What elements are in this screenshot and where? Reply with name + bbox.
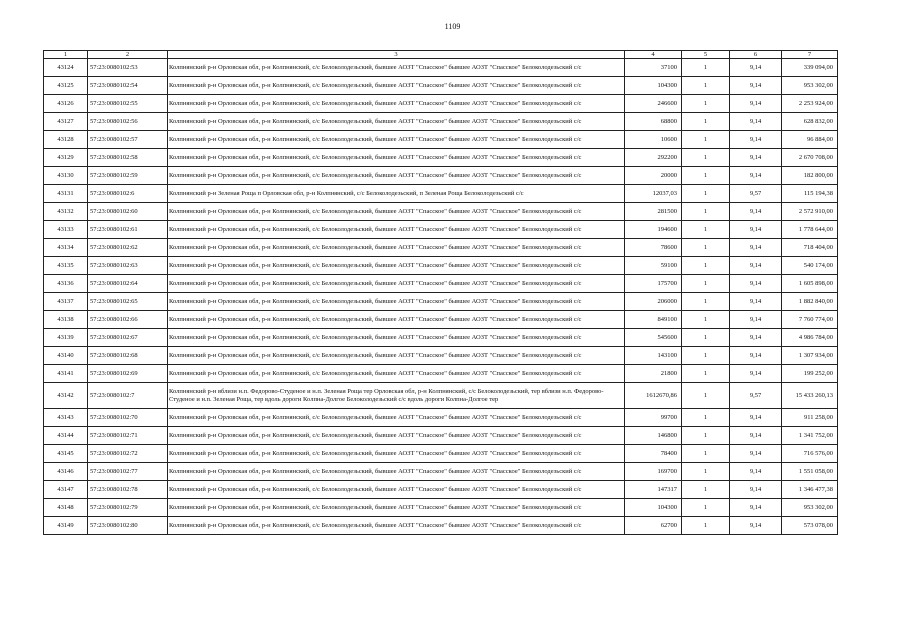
row-number: 43130 [44, 167, 88, 185]
cadastral-number: 57:23:0080102:64 [88, 275, 168, 293]
cadastral-value: 1 341 752,00 [782, 427, 838, 445]
table-row [44, 329, 838, 347]
cadastral-value: 573 078,00 [782, 517, 838, 535]
area-value: 104300 [625, 77, 682, 95]
cadastral-number: 57:23:0080102:62 [88, 239, 168, 257]
address-description: Колпнянский р-н Орловская обл, р-н Колпнянский, с/с Белоколодезьский, бывшее АОЗТ "Спасское" бывшее АОЗТ "Спасское" Белоколодезьский с/с [168, 95, 625, 113]
quantity-value: 1 [682, 77, 730, 95]
cadastral-number: 57:23:0080102:53 [88, 59, 168, 77]
header-col-1: 1 [44, 51, 88, 59]
quantity-value: 1 [682, 59, 730, 77]
quantity-value: 1 [682, 113, 730, 131]
quantity-value: 1 [682, 311, 730, 329]
cadastral-value: 718 404,00 [782, 239, 838, 257]
quantity-value: 1 [682, 221, 730, 239]
cadastral-number: 57:23:0080102:69 [88, 365, 168, 383]
row-number: 43136 [44, 275, 88, 293]
address-description: Колпнянский р-н Орловская обл, р-н Колпнянский, с/с Белоколодезьский, бывшее АОЗТ "Спасское" бывшее АОЗТ "Спасское" Белоколодезьский с/с [168, 481, 625, 499]
rate-value: 9,57 [730, 185, 782, 203]
quantity-value: 1 [682, 203, 730, 221]
rate-value: 9,14 [730, 347, 782, 365]
cadastral-number: 57:23:0080102:80 [88, 517, 168, 535]
rate-value: 9,14 [730, 167, 782, 185]
address-description: Колпнянский р-н Орловская обл, р-н Колпнянский, с/с Белоколодезьский, бывшее АОЗТ "Спасское" бывшее АОЗТ "Спасское" Белоколодезьский с/с [168, 365, 625, 383]
table-row [44, 59, 838, 77]
cadastral-value: 339 094,00 [782, 59, 838, 77]
address-description: Колпнянский р-н Орловская обл, р-н Колпнянский, с/с Белоколодезьский, бывшее АОЗТ "Спасское" бывшее АОЗТ "Спасское" Белоколодезьский с/с [168, 77, 625, 95]
row-number: 43129 [44, 149, 88, 167]
rate-value: 9,14 [730, 481, 782, 499]
area-value: 10600 [625, 131, 682, 149]
cadastral-value: 716 576,00 [782, 445, 838, 463]
cadastral-value: 2 670 708,00 [782, 149, 838, 167]
row-number: 43137 [44, 293, 88, 311]
rate-value: 9,14 [730, 221, 782, 239]
address-description: Колпнянский р-н Зеленая Роща п Орловская обл, р-н Колпнянский, с/с Белоколодезьский, п Зеленая Роща Белоколодезьский с/с [168, 185, 625, 203]
cadastral-number: 57:23:0080102:55 [88, 95, 168, 113]
rate-value: 9,14 [730, 203, 782, 221]
cadastral-number: 57:23:0080102:65 [88, 293, 168, 311]
quantity-value: 1 [682, 149, 730, 167]
table-row [44, 203, 838, 221]
header-col-6: 6 [730, 51, 782, 59]
cadastral-number: 57:23:0080102:59 [88, 167, 168, 185]
table-row [44, 445, 838, 463]
table-row [44, 517, 838, 535]
quantity-value: 1 [682, 275, 730, 293]
area-value: 20000 [625, 167, 682, 185]
table-row [44, 311, 838, 329]
quantity-value: 1 [682, 347, 730, 365]
area-value: 104300 [625, 499, 682, 517]
address-description: Колпнянский р-н Орловская обл, р-н Колпнянский, с/с Белоколодезьский, бывшее АОЗТ "Спасское" бывшее АОЗТ "Спасское" Белоколодезьский с/с [168, 463, 625, 481]
cadastral-number: 57:23:0080102:61 [88, 221, 168, 239]
rate-value: 9,14 [730, 517, 782, 535]
rate-value: 9,14 [730, 329, 782, 347]
table-row [44, 257, 838, 275]
area-value: 1612670,86 [625, 383, 682, 409]
cadastral-number: 57:23:0080102:54 [88, 77, 168, 95]
address-description: Колпнянский р-н Орловская обл, р-н Колпнянский, с/с Белоколодезьский, бывшее АОЗТ "Спасское" бывшее АОЗТ "Спасское" Белоколодезьский с/с [168, 257, 625, 275]
table-row [44, 131, 838, 149]
row-number: 43145 [44, 445, 88, 463]
address-description: Колпнянский р-н Орловская обл, р-н Колпнянский, с/с Белоколодезьский, бывшее АОЗТ "Спасское" бывшее АОЗТ "Спасское" Белоколодезьский с/с [168, 427, 625, 445]
cadastral-number: 57:23:0080102:70 [88, 409, 168, 427]
address-description: Колпнянский р-н Орловская обл, р-н Колпнянский, с/с Белоколодезьский, бывшее АОЗТ "Спасское" бывшее АОЗТ "Спасское" Белоколодезьский с/с [168, 239, 625, 257]
cadastral-number: 57:23:0080102:60 [88, 203, 168, 221]
address-description: Колпнянский р-н Орловская обл, р-н Колпнянский, с/с Белоколодезьский, бывшее АОЗТ "Спасское" бывшее АОЗТ "Спасское" Белоколодезьский с/с [168, 149, 625, 167]
cadastral-number: 57:23:0080102:67 [88, 329, 168, 347]
table-row [44, 347, 838, 365]
row-number: 43139 [44, 329, 88, 347]
quantity-value: 1 [682, 383, 730, 409]
quantity-value: 1 [682, 167, 730, 185]
address-description: Колпнянский р-н Орловская обл, р-н Колпнянский, с/с Белоколодезьский, бывшее АОЗТ "Спасское" бывшее АОЗТ "Спасское" Белоколодезьский с/с [168, 311, 625, 329]
table-row [44, 77, 838, 95]
rate-value: 9,14 [730, 409, 782, 427]
cadastral-value: 1 778 644,00 [782, 221, 838, 239]
row-number: 43127 [44, 113, 88, 131]
table-row [44, 481, 838, 499]
row-number: 43124 [44, 59, 88, 77]
cadastral-number: 57:23:0080102:72 [88, 445, 168, 463]
rate-value: 9,14 [730, 149, 782, 167]
area-value: 849100 [625, 311, 682, 329]
address-description: Колпнянский р-н Орловская обл, р-н Колпнянский, с/с Белоколодезьский, бывшее АОЗТ "Спасское" бывшее АОЗТ "Спасское" Белоколодезьский с/с [168, 347, 625, 365]
rate-value: 9,14 [730, 311, 782, 329]
cadastral-number: 57:23:0080102:58 [88, 149, 168, 167]
rate-value: 9,14 [730, 257, 782, 275]
header-col-3: 3 [168, 51, 625, 59]
row-number: 43133 [44, 221, 88, 239]
area-value: 78400 [625, 445, 682, 463]
table-row [44, 383, 838, 409]
address-description: Колпнянский р-н Орловская обл, р-н Колпнянский, с/с Белоколодезьский, бывшее АОЗТ "Спасское" бывшее АОЗТ "Спасское" Белоколодезьский с/с [168, 499, 625, 517]
rate-value: 9,57 [730, 383, 782, 409]
row-number: 43147 [44, 481, 88, 499]
row-number: 43146 [44, 463, 88, 481]
rate-value: 9,14 [730, 293, 782, 311]
cadastral-number: 57:23:0080102:56 [88, 113, 168, 131]
row-number: 43134 [44, 239, 88, 257]
table-row [44, 409, 838, 427]
cadastral-value: 628 832,00 [782, 113, 838, 131]
area-value: 99700 [625, 409, 682, 427]
row-number: 43141 [44, 365, 88, 383]
area-value: 37100 [625, 59, 682, 77]
rate-value: 9,14 [730, 275, 782, 293]
cadastral-number: 57:23:0080102:63 [88, 257, 168, 275]
cadastral-value: 199 252,00 [782, 365, 838, 383]
quantity-value: 1 [682, 329, 730, 347]
quantity-value: 1 [682, 517, 730, 535]
quantity-value: 1 [682, 463, 730, 481]
table-row [44, 365, 838, 383]
row-number: 43144 [44, 427, 88, 445]
rate-value: 9,14 [730, 59, 782, 77]
table-row [44, 427, 838, 445]
quantity-value: 1 [682, 131, 730, 149]
address-description: Колпнянский р-н вблизи н.п. Федорово-Студеное и н.п. Зеленая Роща тер Орловская обл, р-н Колпнянский, с/с Белоколодезьский, тер вблизи н.п. Федорово-Студеное и н.п. Зеленая Роща, тер вдоль дороги Колпна-Долгое Белоколодезьский с/с вдоль дороги Колпна-Долгое тер [168, 383, 625, 409]
area-value: 78600 [625, 239, 682, 257]
address-description: Колпнянский р-н Орловская обл, р-н Колпнянский, с/с Белоколодезьский, бывшее АОЗТ "Спасское" бывшее АОЗТ "Спасское" Белоколодезьский с/с [168, 59, 625, 77]
cadastral-value: 953 302,00 [782, 77, 838, 95]
quantity-value: 1 [682, 409, 730, 427]
rate-value: 9,14 [730, 77, 782, 95]
table-row [44, 221, 838, 239]
rate-value: 9,14 [730, 239, 782, 257]
row-number: 43138 [44, 311, 88, 329]
table-row [44, 239, 838, 257]
quantity-value: 1 [682, 445, 730, 463]
table-row [44, 463, 838, 481]
quantity-value: 1 [682, 499, 730, 517]
row-number: 43140 [44, 347, 88, 365]
header-row [44, 51, 838, 59]
cadastral-value: 182 800,00 [782, 167, 838, 185]
table-row [44, 113, 838, 131]
area-value: 21800 [625, 365, 682, 383]
cadastral-value: 2 253 924,00 [782, 95, 838, 113]
cadastral-value: 911 258,00 [782, 409, 838, 427]
address-description: Колпнянский р-н Орловская обл, р-н Колпнянский, с/с Белоколодезьский, бывшее АОЗТ "Спасское" бывшее АОЗТ "Спасское" Белоколодезьский с/с [168, 275, 625, 293]
table-row [44, 149, 838, 167]
rate-value: 9,14 [730, 499, 782, 517]
cadastral-value: 953 302,00 [782, 499, 838, 517]
row-number: 43149 [44, 517, 88, 535]
area-value: 169700 [625, 463, 682, 481]
cadastral-value: 1 346 477,38 [782, 481, 838, 499]
page-number: 1109 [444, 22, 461, 31]
rate-value: 9,14 [730, 131, 782, 149]
cadastral-value: 4 986 784,00 [782, 329, 838, 347]
area-value: 175700 [625, 275, 682, 293]
cadastral-value: 7 760 774,00 [782, 311, 838, 329]
address-description: Колпнянский р-н Орловская обл, р-н Колпнянский, с/с Белоколодезьский, бывшее АОЗТ "Спасское" бывшее АОЗТ "Спасское" Белоколодезьский с/с [168, 409, 625, 427]
cadastral-number: 57:23:0080102:66 [88, 311, 168, 329]
quantity-value: 1 [682, 427, 730, 445]
rate-value: 9,14 [730, 113, 782, 131]
quantity-value: 1 [682, 257, 730, 275]
header-col-4: 4 [625, 51, 682, 59]
rate-value: 9,14 [730, 95, 782, 113]
cadastral-table [43, 50, 838, 535]
area-value: 62700 [625, 517, 682, 535]
area-value: 143100 [625, 347, 682, 365]
cadastral-value: 96 884,00 [782, 131, 838, 149]
cadastral-number: 57:23:0080102:7 [88, 383, 168, 409]
quantity-value: 1 [682, 365, 730, 383]
cadastral-value: 1 307 934,00 [782, 347, 838, 365]
cadastral-number: 57:23:0080102:6 [88, 185, 168, 203]
address-description: Колпнянский р-н Орловская обл, р-н Колпнянский, с/с Белоколодезьский, бывшее АОЗТ "Спасское" бывшее АОЗТ "Спасское" Белоколодезьский с/с [168, 203, 625, 221]
table-body [44, 59, 838, 535]
area-value: 206000 [625, 293, 682, 311]
cadastral-value: 115 194,38 [782, 185, 838, 203]
row-number: 43143 [44, 409, 88, 427]
area-value: 246600 [625, 95, 682, 113]
cadastral-value: 15 433 260,13 [782, 383, 838, 409]
row-number: 43132 [44, 203, 88, 221]
quantity-value: 1 [682, 481, 730, 499]
header-col-7: 7 [782, 51, 838, 59]
area-value: 68800 [625, 113, 682, 131]
quantity-value: 1 [682, 185, 730, 203]
row-number: 43126 [44, 95, 88, 113]
cadastral-number: 57:23:0080102:77 [88, 463, 168, 481]
cadastral-number: 57:23:0080102:57 [88, 131, 168, 149]
table-row [44, 499, 838, 517]
address-description: Колпнянский р-н Орловская обл, р-н Колпнянский, с/с Белоколодезьский, бывшее АОЗТ "Спасское" бывшее АОЗТ "Спасское" Белоколодезьский с/с [168, 329, 625, 347]
cadastral-value: 540 174,00 [782, 257, 838, 275]
table-row [44, 185, 838, 203]
table-row [44, 275, 838, 293]
address-description: Колпнянский р-н Орловская обл, р-н Колпнянский, с/с Белоколодезьский, бывшее АОЗТ "Спасское" бывшее АОЗТ "Спасское" Белоколодезьский с/с [168, 517, 625, 535]
row-number: 43128 [44, 131, 88, 149]
header-col-2: 2 [88, 51, 168, 59]
area-value: 292200 [625, 149, 682, 167]
table-row [44, 167, 838, 185]
cadastral-number: 57:23:0080102:78 [88, 481, 168, 499]
area-value: 147317 [625, 481, 682, 499]
area-value: 12037,03 [625, 185, 682, 203]
quantity-value: 1 [682, 95, 730, 113]
cadastral-value: 1 551 058,00 [782, 463, 838, 481]
table-row [44, 95, 838, 113]
area-value: 146800 [625, 427, 682, 445]
cadastral-number: 57:23:0080102:79 [88, 499, 168, 517]
row-number: 43135 [44, 257, 88, 275]
rate-value: 9,14 [730, 463, 782, 481]
cadastral-number: 57:23:0080102:68 [88, 347, 168, 365]
address-description: Колпнянский р-н Орловская обл, р-н Колпнянский, с/с Белоколодезьский, бывшее АОЗТ "Спасское" бывшее АОЗТ "Спасское" Белоколодезьский с/с [168, 131, 625, 149]
cadastral-number: 57:23:0080102:71 [88, 427, 168, 445]
address-description: Колпнянский р-н Орловская обл, р-н Колпнянский, с/с Белоколодезьский, бывшее АОЗТ "Спасское" бывшее АОЗТ "Спасское" Белоколодезьский с/с [168, 221, 625, 239]
area-value: 59100 [625, 257, 682, 275]
table-row [44, 293, 838, 311]
address-description: Колпнянский р-н Орловская обл, р-н Колпнянский, с/с Белоколодезьский, бывшее АОЗТ "Спасское" бывшее АОЗТ "Спасское" Белоколодезьский с/с [168, 113, 625, 131]
rate-value: 9,14 [730, 445, 782, 463]
address-description: Колпнянский р-н Орловская обл, р-н Колпнянский, с/с Белоколодезьский, бывшее АОЗТ "Спасское" бывшее АОЗТ "Спасское" Белоколодезьский с/с [168, 445, 625, 463]
quantity-value: 1 [682, 293, 730, 311]
address-description: Колпнянский р-н Орловская обл, р-н Колпнянский, с/с Белоколодезьский, бывшее АОЗТ "Спасское" бывшее АОЗТ "Спасское" Белоколодезьский с/с [168, 293, 625, 311]
header-col-5: 5 [682, 51, 730, 59]
row-number: 43148 [44, 499, 88, 517]
rate-value: 9,14 [730, 427, 782, 445]
cadastral-value: 2 572 910,00 [782, 203, 838, 221]
row-number: 43131 [44, 185, 88, 203]
quantity-value: 1 [682, 239, 730, 257]
row-number: 43142 [44, 383, 88, 409]
row-number: 43125 [44, 77, 88, 95]
cadastral-value: 1 605 898,00 [782, 275, 838, 293]
rate-value: 9,14 [730, 365, 782, 383]
area-value: 281500 [625, 203, 682, 221]
address-description: Колпнянский р-н Орловская обл, р-н Колпнянский, с/с Белоколодезьский, бывшее АОЗТ "Спасское" бывшее АОЗТ "Спасское" Белоколодезьский с/с [168, 167, 625, 185]
area-value: 194600 [625, 221, 682, 239]
cadastral-value: 1 882 840,00 [782, 293, 838, 311]
area-value: 545600 [625, 329, 682, 347]
